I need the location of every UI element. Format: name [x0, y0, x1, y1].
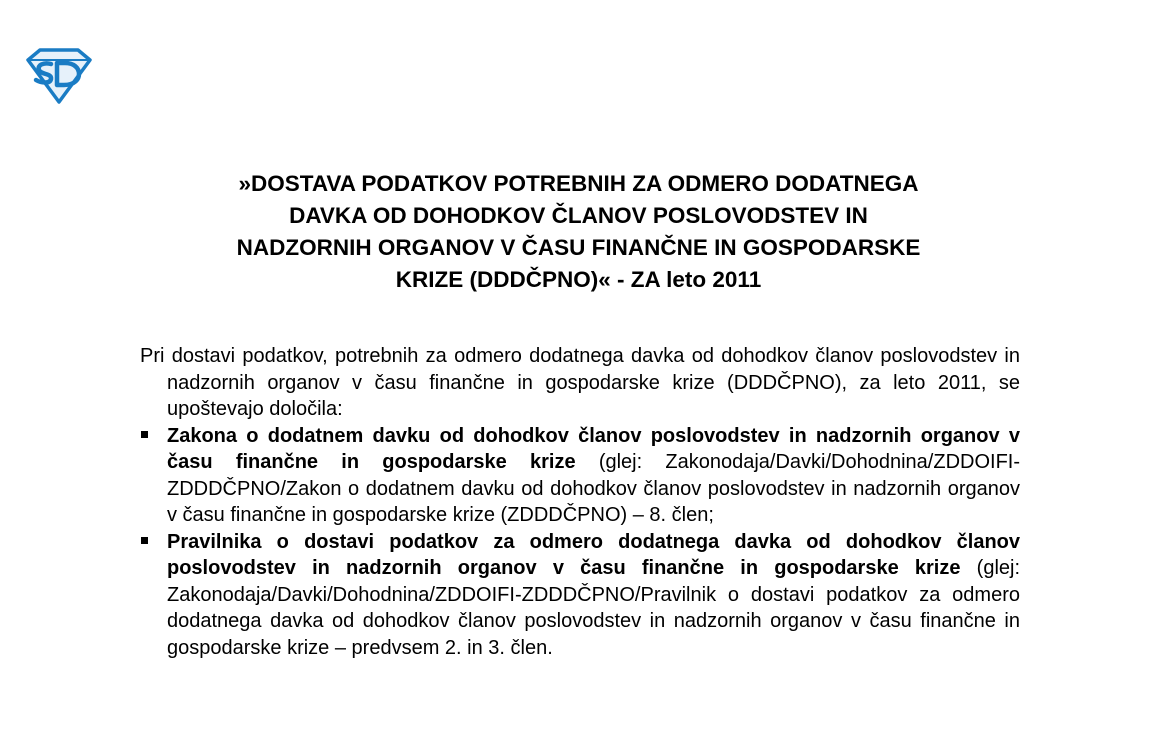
title-line: »DOSTAVA PODATKOV POTREBNIH ZA ODMERO DODATNEGA — [238, 171, 919, 196]
document-body — [140, 343, 1020, 661]
document-title — [140, 168, 1017, 296]
square-bullet-icon — [141, 431, 148, 438]
square-bullet-icon — [141, 537, 148, 544]
sd-shield-logo — [22, 48, 96, 106]
law-reference: (glej: Zakonodaja/Davki/Dohodnina/ZDDOIFI-ZDDDČPNO/Zakon o dodatnem davku od dohodkov članov poslovodstev in nadzornih organov v času finančne in gospodarske krize (ZDDDČPNO) – 8. člen; — [167, 451, 1021, 526]
list-item — [140, 529, 1020, 662]
title-line: KRIZE (DDDČPNO)« - ZA leto 2011 — [395, 267, 762, 292]
title-line: NADZORNIH ORGANOV V ČASU FINANČNE IN GOSPODARSKE — [236, 235, 921, 260]
shield-logo-icon — [22, 48, 96, 106]
list-item — [140, 423, 1020, 529]
title-line: DAVKA OD DOHODKOV ČLANOV POSLOVODSTEV IN — [289, 203, 868, 228]
law-name: Pravilnika o dostavi podatkov za odmero dodatnega davka od dohodkov članov poslovodstev in nadzornih organov v času finančne in gospodarske krize — [167, 530, 1020, 579]
law-name: Zakona o dodatnem davku od dohodkov članov poslovodstev in nadzornih organov v času finančne in gospodarske krize — [167, 424, 1020, 473]
provisions-list — [140, 423, 1020, 662]
intro-paragraph: Pri dostavi podatkov, potrebnih za odmero dodatnega davka od dohodkov članov poslovodstev in nadzornih organov v času finančne in gospodarske krize (DDDČPNO), za leto 2011, se upoštevajo določila: — [140, 345, 1020, 420]
law-reference: (glej: Zakonodaja/Davki/Dohodnina/ZDDOIFI-ZDDDČPNO/Pravilnik o dostavi podatkov za odmero dodatnega davka od dohodkov članov poslovodstev in nadzornih organov v času finančne in gospodarske krize – predvsem 2. in 3. člen. — [167, 557, 1021, 659]
